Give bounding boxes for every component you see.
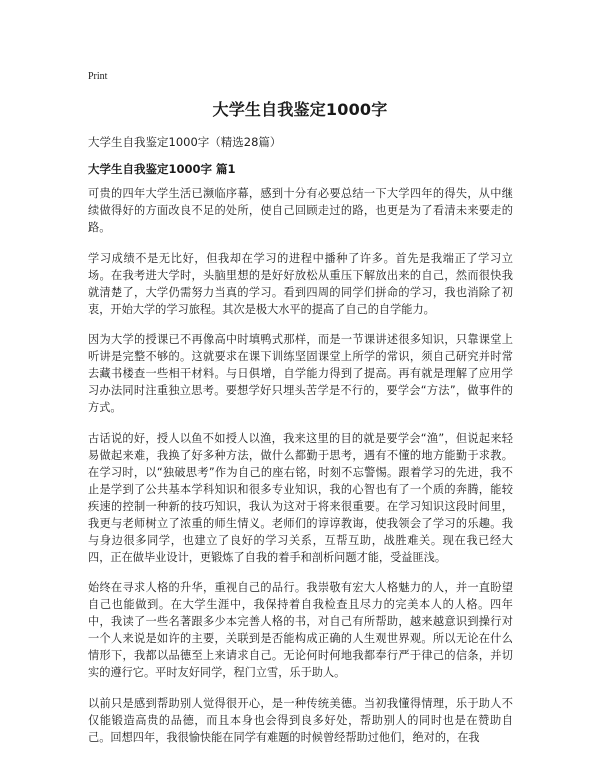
- paragraph: 因为大学的授课已不再像高中时填鸭式那样，而是一节课讲述很多知识，只靠课堂上听讲是完整不够的。这就要求在课下训练坚固课堂上所学的常识，须自己研究并时常去藏书楼查一些相干材料。与日俱增，自学能力得到了提高。再有就是理解了应用学习办法同时注重独立思考。要想学好只埋头苦学是不行的，要学会“方法”，做事件的方式。: [88, 333, 513, 414]
- paragraph: 以前只是感到帮助别人觉得很开心，是一种传统美德。当初我懂得情理，乐于助人不仅能锻造高贵的品德，而且本身也会得到良多好处，帮助别人的同时也是在赞助自己。回想四年，我很愉快能在同学有难题的时候曾经帮助过他们，绝对的，在我: [88, 696, 513, 744]
- paragraph: 可贵的四年大学生活已濒临序幕，感到十分有必要总结一下大学四年的得失，从中继续做得好的方面改良不足的处所，使自己回顾走过的路，也更是为了看清未来要走的路。: [88, 187, 513, 234]
- paragraph: 始终在寻求人格的升华，重视自己的品行。我崇敬有宏大人格魅力的人，并一直盼望自己也能做到。在大学生涯中，我保持着自我检查且尽力的完美本人的人格。四年中，我读了一些名著跟多少本完善人格的书，对自己有所帮助，越来越意识到操行对一个人来说是如许的主要，关联到是否能构成正确的人生观世界观。所以无论在什么情形下，我都以品德至上来请求自己。无论何时何地我都奉行严于律己的信条，并切实的遵行它。平时友好同学，程门立雪，乐于助人。: [88, 581, 513, 679]
- article-body: [88, 185, 513, 759]
- document-title: 大学生自我鉴定1000字: [212, 100, 388, 119]
- print-link[interactable]: Print: [88, 71, 108, 82]
- paragraph: 学习成绩不是无比好，但我却在学习的进程中播种了许多。首先是我端正了学习立场。在我考进大学时，头脑里想的是好好放松从重压下解放出来的自己，然而很快我就清楚了，大学仍需努力当真的学习。看到四周的同学们拼命的学习，我也消除了初衷，开始大学的学习旅程。其次是极大水平的提高了自己的自学能力。: [88, 251, 513, 316]
- section-heading: 大学生自我鉴定1000字 篇1: [88, 162, 236, 176]
- document-subtitle: 大学生自我鉴定1000字（精选28篇）: [88, 135, 282, 149]
- paragraph: 古话说的好，授人以鱼不如授人以渔，我来这里的目的就是要学会“渔”，但说起来轻易做起来难，我换了好多种方法，做什么都勤于思考，遇有不懂的地方能勤于求教。在学习时，以“独破思考”作为自己的座右铭，时刻不忘警惕。跟着学习的先进，我不止是学到了公共基本学科知识和很多专业知识，我的心智也有了一个质的奔腾，能较疾速的控制一种新的技巧知识，我认为这对于将来很重要。在学习知识这段时间里，我更与老师树立了浓重的师生情义。老师们的谆谆教诲，使我领会了学习的乐趣。我与身边很多同学，也建立了良好的学习关系，互帮互助，战胜难关。现在我已经大四，正在做毕业设计，更锻炼了自我的着手和剖析问题才能，受益匪浅。: [88, 431, 513, 564]
